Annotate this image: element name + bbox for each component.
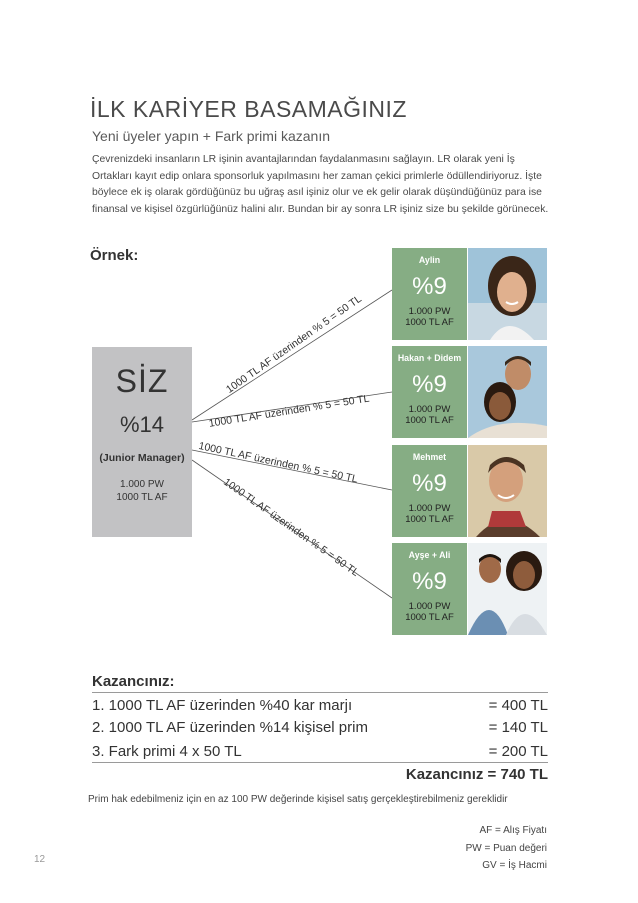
connector-label-ayse-ali: 1000 TL AF üzerinden % 5 = 50 TL — [221, 476, 362, 579]
partner-percent: %9 — [412, 470, 447, 497]
partner-name: Mehmet — [412, 452, 447, 462]
example-label: Örnek: — [90, 247, 139, 264]
connector-label-mehmet: 1000 TL AF üzerinden % 5 = 50 TL — [197, 440, 359, 486]
partner-af: 1000 TL AF — [405, 611, 454, 623]
you-role: (Junior Manager) — [99, 452, 185, 464]
partner-pw: 1.000 PW — [408, 503, 451, 514]
legend-af: AF = Alış Fiyatı — [479, 825, 547, 836]
partner-card-aylin — [392, 248, 467, 340]
you-pw: 1.000 PW — [120, 479, 164, 490]
partner-percent: %9 — [412, 568, 447, 595]
you-label: SİZ — [115, 363, 169, 399]
earnings-row-label: 1. 1000 TL AF üzerinden %40 kar marjı — [92, 697, 353, 714]
earnings-bottom-divider — [92, 762, 548, 763]
partner-af: 1000 TL AF — [405, 513, 454, 525]
earnings-total: Kazancınız = 740 TL — [405, 766, 548, 783]
partner-photo-hakan-didem — [468, 346, 547, 438]
connector-label-hakan-didem: 1000 TL AF üzerinden % 5 = 50 TL — [208, 392, 371, 430]
partner-percent: %9 — [412, 371, 447, 398]
partner-card-hakan-didem — [392, 346, 467, 438]
partner-af: 1000 TL AF — [405, 414, 454, 426]
earnings-title: Kazancınız: — [92, 673, 175, 690]
partner-name: Hakan + Didem — [397, 353, 462, 363]
partner-card-mehmet — [392, 445, 467, 537]
partner-photo-aylin — [468, 248, 547, 340]
partner-name: Ayşe + Ali — [408, 550, 451, 560]
legend-pw: PW = Puan değeri — [465, 843, 547, 854]
earnings-top-divider — [92, 692, 548, 693]
connector-label-aylin: 1000 TL AF üzerinden % 5 = 50 TL — [224, 292, 364, 396]
earnings-row-label: 2. 1000 TL AF üzerinden %14 kişisel prim — [92, 719, 368, 736]
intro-paragraph: Çevrenizdeki insanların LR işinin avantajlarından faydalanmasını sağlayın. LR olarak yeni İş Ortakları kayıt edip onlara sponsorluk yapılmasını her zaman çekici primlerle ödüllendiriyoruz. İşte böylece ek iş olarak gördüğünüz bu uğraş asıl işiniz olur ve ek gelir olarak düşündüğünüz para ise finansal ve kişisel özgürlüğünüz halini alır. Bundan bir ay sonra LR işiniz size bu şekilde görünecek. — [92, 154, 549, 215]
partner-af: 1000 TL AF — [405, 316, 454, 328]
partner-percent: %9 — [412, 273, 447, 300]
you-percent: %14 — [119, 412, 165, 437]
you-af: 1000 TL AF — [116, 492, 168, 503]
earnings-row-label: 3. Fark primi 4 x 50 TL — [92, 743, 242, 760]
page-number: 12 — [34, 854, 46, 865]
partner-pw: 1.000 PW — [408, 306, 451, 317]
partner-name: Aylin — [418, 255, 441, 265]
earnings-row — [92, 697, 548, 714]
earnings-row — [92, 743, 548, 760]
page-subtitle: Yeni üyeler yapın + Fark primi kazanın — [92, 128, 330, 144]
legend-gv: GV = İş Hacmi — [482, 860, 547, 871]
partner-photo-mehmet — [468, 445, 547, 537]
page-title: İLK KARİYER BASAMAĞINIZ — [90, 96, 407, 122]
partner-photo-ayse-ali — [468, 543, 547, 635]
partner-card-ayse-ali — [392, 543, 467, 635]
footnote: Prim hak edebilmeniz için en az 100 PW değerinde kişisel satış gerçekleştirebilmeniz gereklidir — [88, 794, 508, 805]
partner-pw: 1.000 PW — [408, 601, 451, 612]
earnings-row — [92, 719, 548, 736]
earnings-row-value: = 200 TL — [488, 743, 548, 760]
earnings-row-value: = 140 TL — [488, 719, 548, 736]
earnings-row-value: = 400 TL — [488, 697, 548, 714]
partner-pw: 1.000 PW — [408, 404, 451, 415]
you-box — [92, 347, 192, 537]
